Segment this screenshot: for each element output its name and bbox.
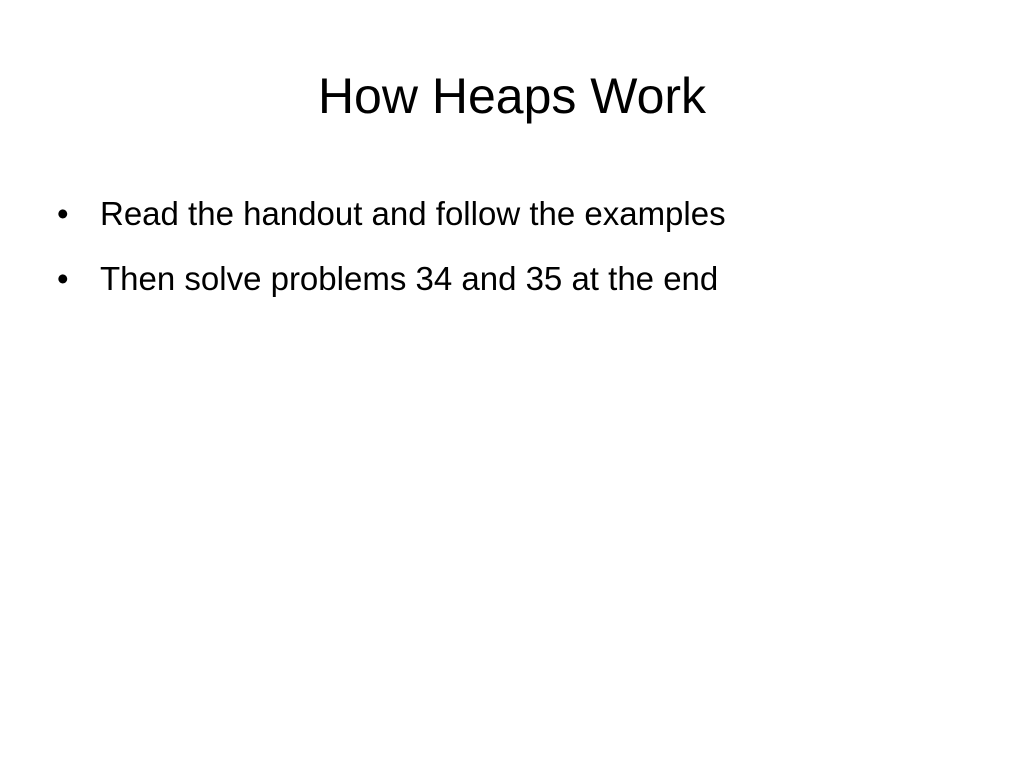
bullet-icon: • [57,195,69,232]
list-item [57,255,977,303]
bullet-list [57,190,977,320]
list-item [57,190,977,238]
slide-title: How Heaps Work [317,68,707,124]
bullet-text: Then solve problems 34 and 35 at the end [100,260,719,297]
bullet-icon: • [57,260,69,297]
bullet-text: Read the handout and follow the examples [100,195,726,232]
